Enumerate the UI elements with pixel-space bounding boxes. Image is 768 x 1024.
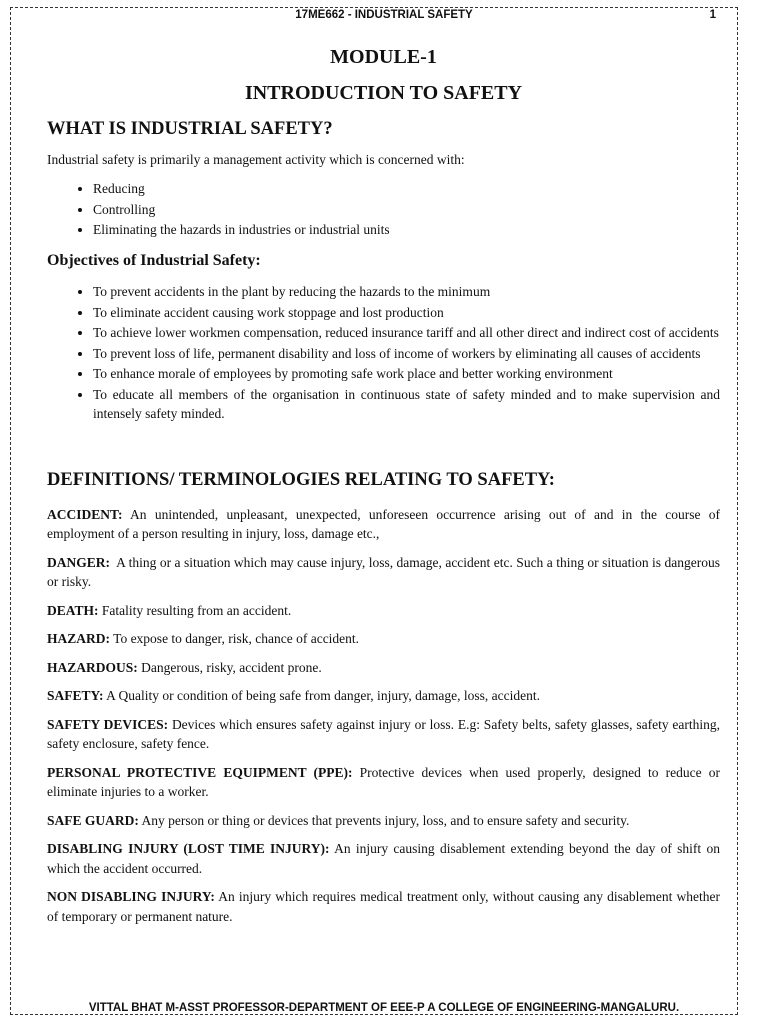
page-header (0, 9, 768, 25)
list-item: • To prevent accidents in the plant by reducing the hazards to the minimum (93, 282, 720, 301)
definition-text: A Quality or condition of being safe from danger, injury, damage, loss, accident. (106, 688, 541, 703)
page-footer: VITTAL BHAT M-ASST PROFESSOR-DEPARTMENT OF EEE-P A COLLEGE OF ENGINEERING-MANGALURU. (88, 1002, 680, 1014)
list-item: • To eliminate accident causing work stoppage and lost production (93, 303, 720, 322)
definition-text: Fatality resulting from an accident. (101, 602, 292, 618)
section-heading-objectives: Objectives of Industrial Safety: (47, 252, 261, 269)
definition-item (47, 887, 720, 926)
definition-text: Dangerous, risky, accident prone. (141, 659, 322, 675)
definition-text: Devices which ensures safety against injury or loss. E.g: Safety belts, safety glasses, safety earthing, safety enclosure, safety fence. (47, 716, 721, 751)
definition-item (47, 686, 720, 706)
definition-text: To expose to danger, risk, chance of accident. (113, 631, 360, 646)
page-number: 1 (709, 9, 716, 21)
module-title: MODULE-1 (330, 46, 437, 68)
definition-term: NON DISABLING INJURY: (47, 889, 215, 904)
definition-term: DEATH: (47, 602, 99, 618)
definition-term: SAFETY DEVICES: (47, 716, 169, 732)
list-item: • Eliminating the hazards in industries or industrial units (93, 220, 720, 239)
definition-text: A thing or a situation which may cause injury, loss, damage, accident etc. Such a thing or situation is dangerous or risky. (47, 554, 720, 589)
list-item: • To enhance morale of employees by promoting safe work place and better working environment (93, 364, 720, 383)
objectives-list (47, 282, 720, 423)
list-item: • To educate all members of the organisation in continuous state of safety minded and to make supervision and intensely safety minded. (93, 385, 720, 423)
definition-item (47, 601, 720, 621)
list-item: • To prevent loss of life, permanent disability and loss of income of workers by eliminating all causes of accidents (93, 344, 720, 363)
list-item: • Reducing (93, 179, 720, 198)
definition-item (47, 553, 720, 592)
definition-item (47, 715, 720, 754)
definition-item (47, 629, 720, 649)
definition-item (47, 763, 720, 802)
definition-term: DISABLING INJURY (LOST TIME INJURY): (47, 841, 330, 856)
section-heading-what-is: WHAT IS INDUSTRIAL SAFETY? (47, 119, 333, 139)
definition-text: An injury causing disablement extending beyond the day of shift on which the accident occurred. (47, 841, 720, 876)
definition-term: PERSONAL PROTECTIVE EQUIPMENT (PPE): (47, 764, 353, 780)
definition-text: An unintended, unpleasant, unexpected, unforeseen occurrence arising out of and in the course of employment of a person resulting in injury, loss, damage etc., (47, 506, 720, 541)
definition-term: DANGER: (47, 554, 110, 570)
topic-title: INTRODUCTION TO SAFETY (244, 82, 523, 104)
definition-text: An injury which requires medical treatment only, without causing any disablement whether of temporary or permanent nature. (47, 889, 720, 924)
definition-item (47, 811, 720, 831)
definition-item (47, 658, 720, 678)
definition-item (47, 839, 720, 878)
definition-term: SAFE GUARD: (47, 812, 139, 828)
definition-text: Protective devices when used properly, designed to reduce or eliminate injuries to a worker. (47, 764, 720, 799)
document-body (47, 42, 720, 935)
section-heading-definitions: DEFINITIONS/ TERMINOLOGIES RELATING TO SAFETY: (47, 469, 555, 490)
definition-term: HAZARD: (47, 631, 110, 646)
definitions-list (47, 505, 720, 927)
course-code: 17ME662 - INDUSTRIAL SAFETY (295, 9, 473, 21)
definition-term: HAZARDOUS: (47, 659, 138, 675)
definition-item (47, 505, 720, 544)
concern-list (47, 179, 720, 239)
definition-text: Any person or thing or devices that prevents injury, loss, and to ensure safety and security. (141, 812, 630, 828)
definition-term: ACCIDENT: (47, 506, 123, 522)
definition-term: SAFETY: (47, 688, 104, 703)
list-item: • To achieve lower workmen compensation, reduced insurance tariff and all other direct and indirect cost of accidents (93, 323, 720, 342)
intro-paragraph: Industrial safety is primarily a management activity which is concerned with: (47, 152, 465, 167)
list-item: • Controlling (93, 200, 720, 219)
